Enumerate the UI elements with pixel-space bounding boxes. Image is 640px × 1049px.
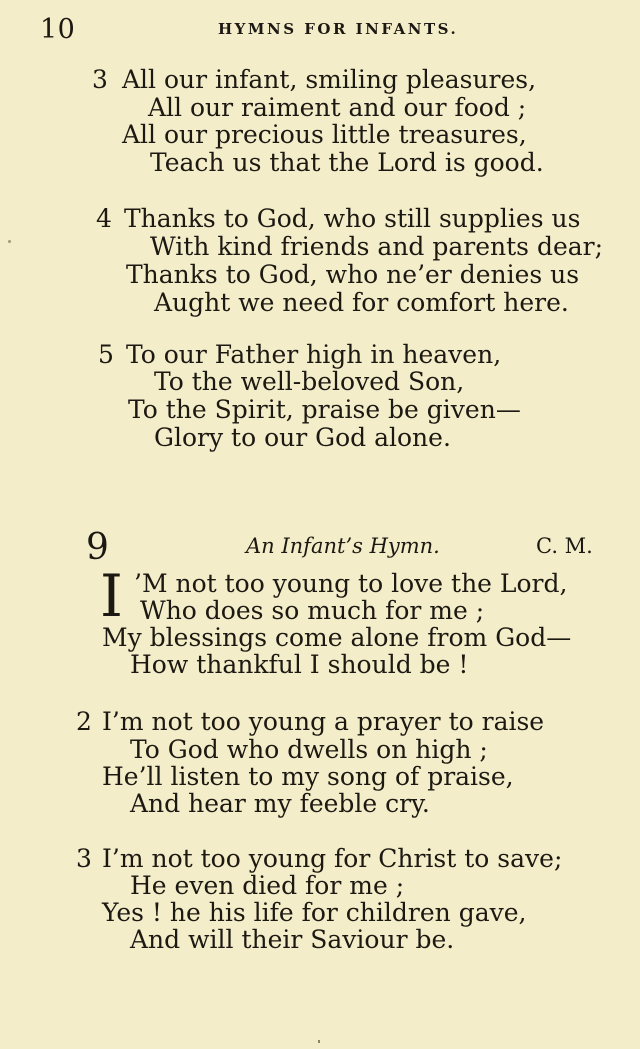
verse-line: All our infant, smiling pleasures, <box>122 65 537 94</box>
verse-line: Thanks to God, who still supplies us <box>124 204 581 233</box>
verse-line: Thanks to God, who ne’er denies us <box>126 260 580 289</box>
verse-line: Glory to our God alone. <box>154 423 451 452</box>
hymn-number: 9 <box>86 527 109 568</box>
print-speck <box>318 1040 320 1043</box>
hymn-meter: C. M. <box>536 534 593 558</box>
verse-line: He’ll listen to my song of praise, <box>102 762 514 791</box>
verse-line: I’m not too young a prayer to raise <box>102 707 545 736</box>
stanza-number: 5 <box>98 340 114 369</box>
running-head: HYMNS FOR INFANTS. <box>218 20 459 38</box>
stanza-number: 4 <box>96 204 112 233</box>
verse-line: All our precious little treasures, <box>122 120 527 149</box>
verse-line: I’m not too young for Christ to save; <box>102 844 563 873</box>
verse-line: Teach us that the Lord is good. <box>150 148 544 177</box>
verse-line: And will their Saviour be. <box>130 925 455 954</box>
verse-line: To God who dwells on high ; <box>130 735 488 764</box>
verse-line: Aught we need for comfort here. <box>154 288 569 317</box>
verse-line: My blessings come alone from God— <box>102 623 572 652</box>
verse-line: How thankful I should be ! <box>130 650 469 679</box>
verse-line: ’M not too young to love the Lord, <box>134 569 568 598</box>
drop-cap: I <box>100 562 123 630</box>
margin-speck <box>8 240 11 243</box>
stanza-number: 3 <box>92 65 108 94</box>
verse-line: To the Spirit, praise be given— <box>128 395 521 424</box>
verse-line: And hear my feeble cry. <box>130 789 430 818</box>
hymn-title: An Infant’s Hymn. <box>246 534 440 558</box>
stanza-number: 2 <box>76 707 92 736</box>
verse-line: Yes ! he his life for children gave, <box>102 898 527 927</box>
verse-line: To our Father high in heaven, <box>126 340 502 369</box>
verse-line: To the well-beloved Son, <box>154 367 465 396</box>
verse-line: All our raiment and our food ; <box>148 93 527 122</box>
verse-line: Who does so much for me ; <box>140 596 485 625</box>
page-number: 10 <box>40 14 76 45</box>
stanza-number: 3 <box>76 844 92 873</box>
verse-line: With kind friends and parents dear; <box>150 232 604 261</box>
verse-line: He even died for me ; <box>130 871 405 900</box>
